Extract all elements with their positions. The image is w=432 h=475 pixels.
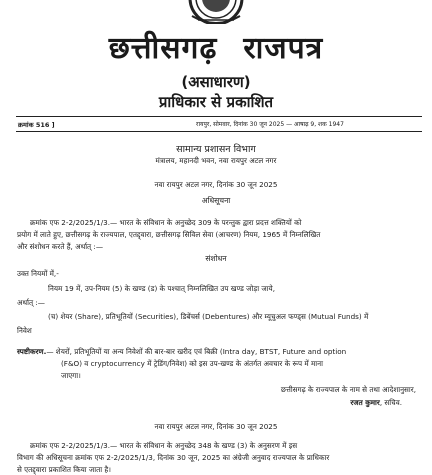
notice1-para-line-2: प्रयोग में लाते हुए, छत्तीसगढ़ के राज्यपाल, एतद्द्वारा, छत्तीसगढ़ सिविल सेवा (आचरण) नियम, 1965 में निम्नलिखित <box>17 230 321 239</box>
notice1-heading: अधिसूचना <box>201 196 231 205</box>
amendment-heading: संशोधन <box>205 254 227 263</box>
notice1-date-line: नवा रायपुर अटल नगर, दिनांक 30 जून 2025 <box>154 180 278 189</box>
notice2-date-line: नवा रायपुर अटल नगर, दिनांक 30 जून 2025 <box>154 422 278 431</box>
explanation-text-1: — शेयरों, प्रतिभूतियों या अन्य निवेशों की बार-बार खरीद एवं बिक्री (Intra day, BTST, Future and option <box>46 347 347 356</box>
department-address: मंत्रालय, महानदी भवन, नवा रायपुर अटल नगर <box>155 156 277 165</box>
sub-clause-line: (च) शेयर (Share), प्रतिभूतियों (Securities), डिबेंचर्स (Debentures) और म्यूचुअल फण्ड्स (Mutual Funds) में <box>48 312 369 321</box>
gazette-title <box>0 26 432 67</box>
sub-clause-end: निवेश <box>17 326 32 335</box>
rule-line: नियम 19 में, उप-नियम (5) के खण्ड (ड) के पश्चात् निम्नलिखित उप खण्ड जोड़ा जाये, <box>48 284 275 293</box>
notice2-para-line-2: विभाग की अधिसूचना क्रमांक एफ 2-2/2025/1/3, दिनांक 30 जून, 2025 का अंग्रेजी अनुवाद राज्यपाल के प्राधिकार <box>17 453 330 462</box>
gazette-title-left: छत्तीसगढ़ <box>108 31 218 66</box>
issue-number: क्रमांक 516 ] <box>18 121 55 129</box>
state-emblem-icon <box>178 0 254 24</box>
notice1-para-line-1: क्रमांक एफ 2-2/2025/1/3.— भारत के संविधान के अनुच्छेद 309 के परन्तुक द्वारा प्रदत्त शक्तियों को <box>30 218 302 227</box>
explanation-line-3: जाएगा। <box>61 371 81 380</box>
namely-label: अर्थात् :— <box>17 298 45 307</box>
notice2-para-line-3: से एतद्द्वारा प्रकाशित किया जाता है। <box>17 465 111 474</box>
rules-intro: उक्त नियमों में,- <box>17 269 59 278</box>
signatory <box>350 398 402 408</box>
gazette-title-right: राजपत्र <box>243 31 324 66</box>
department-name: सामान्य प्रशासन विभाग <box>176 144 256 155</box>
signatory-title: , सचिव. <box>379 398 402 407</box>
explanation-line-2: (F&O) व cryptocurrency में ट्रेडिंग/निवेश) को इस उप-खण्ड के अंतर्गत अवचार के रूप में माना <box>61 359 323 368</box>
explanation-line-1 <box>17 346 422 357</box>
issue-date-line: रायपुर, सोमवार, दिनांक 30 जून 2025 — आषाढ़ 9, शक 1947 <box>196 121 344 128</box>
header-rule-top <box>16 116 422 117</box>
explanation-label: स्पष्टीकरण. <box>17 347 47 356</box>
extraordinary-label: (असाधारण) <box>181 73 251 91</box>
notice2-para-line-1: क्रमांक एफ 2-2/2025/1/3.— भारत के संविधान के अनुच्छेद 348 के खण्ड (3) के अनुसरण में इस <box>30 441 298 450</box>
signatory-name: रजत कुमार <box>350 398 380 407</box>
notice1-para-line-3: और संशोधन करते हैं, अर्थात् :— <box>17 242 104 251</box>
by-order-line: छत्तीसगढ़ के राज्यपाल के नाम से तथा आदेशानुसार, <box>280 385 416 394</box>
published-by-label: प्राधिकार से प्रकाशित <box>158 93 274 111</box>
header-rule-bottom <box>16 131 422 132</box>
